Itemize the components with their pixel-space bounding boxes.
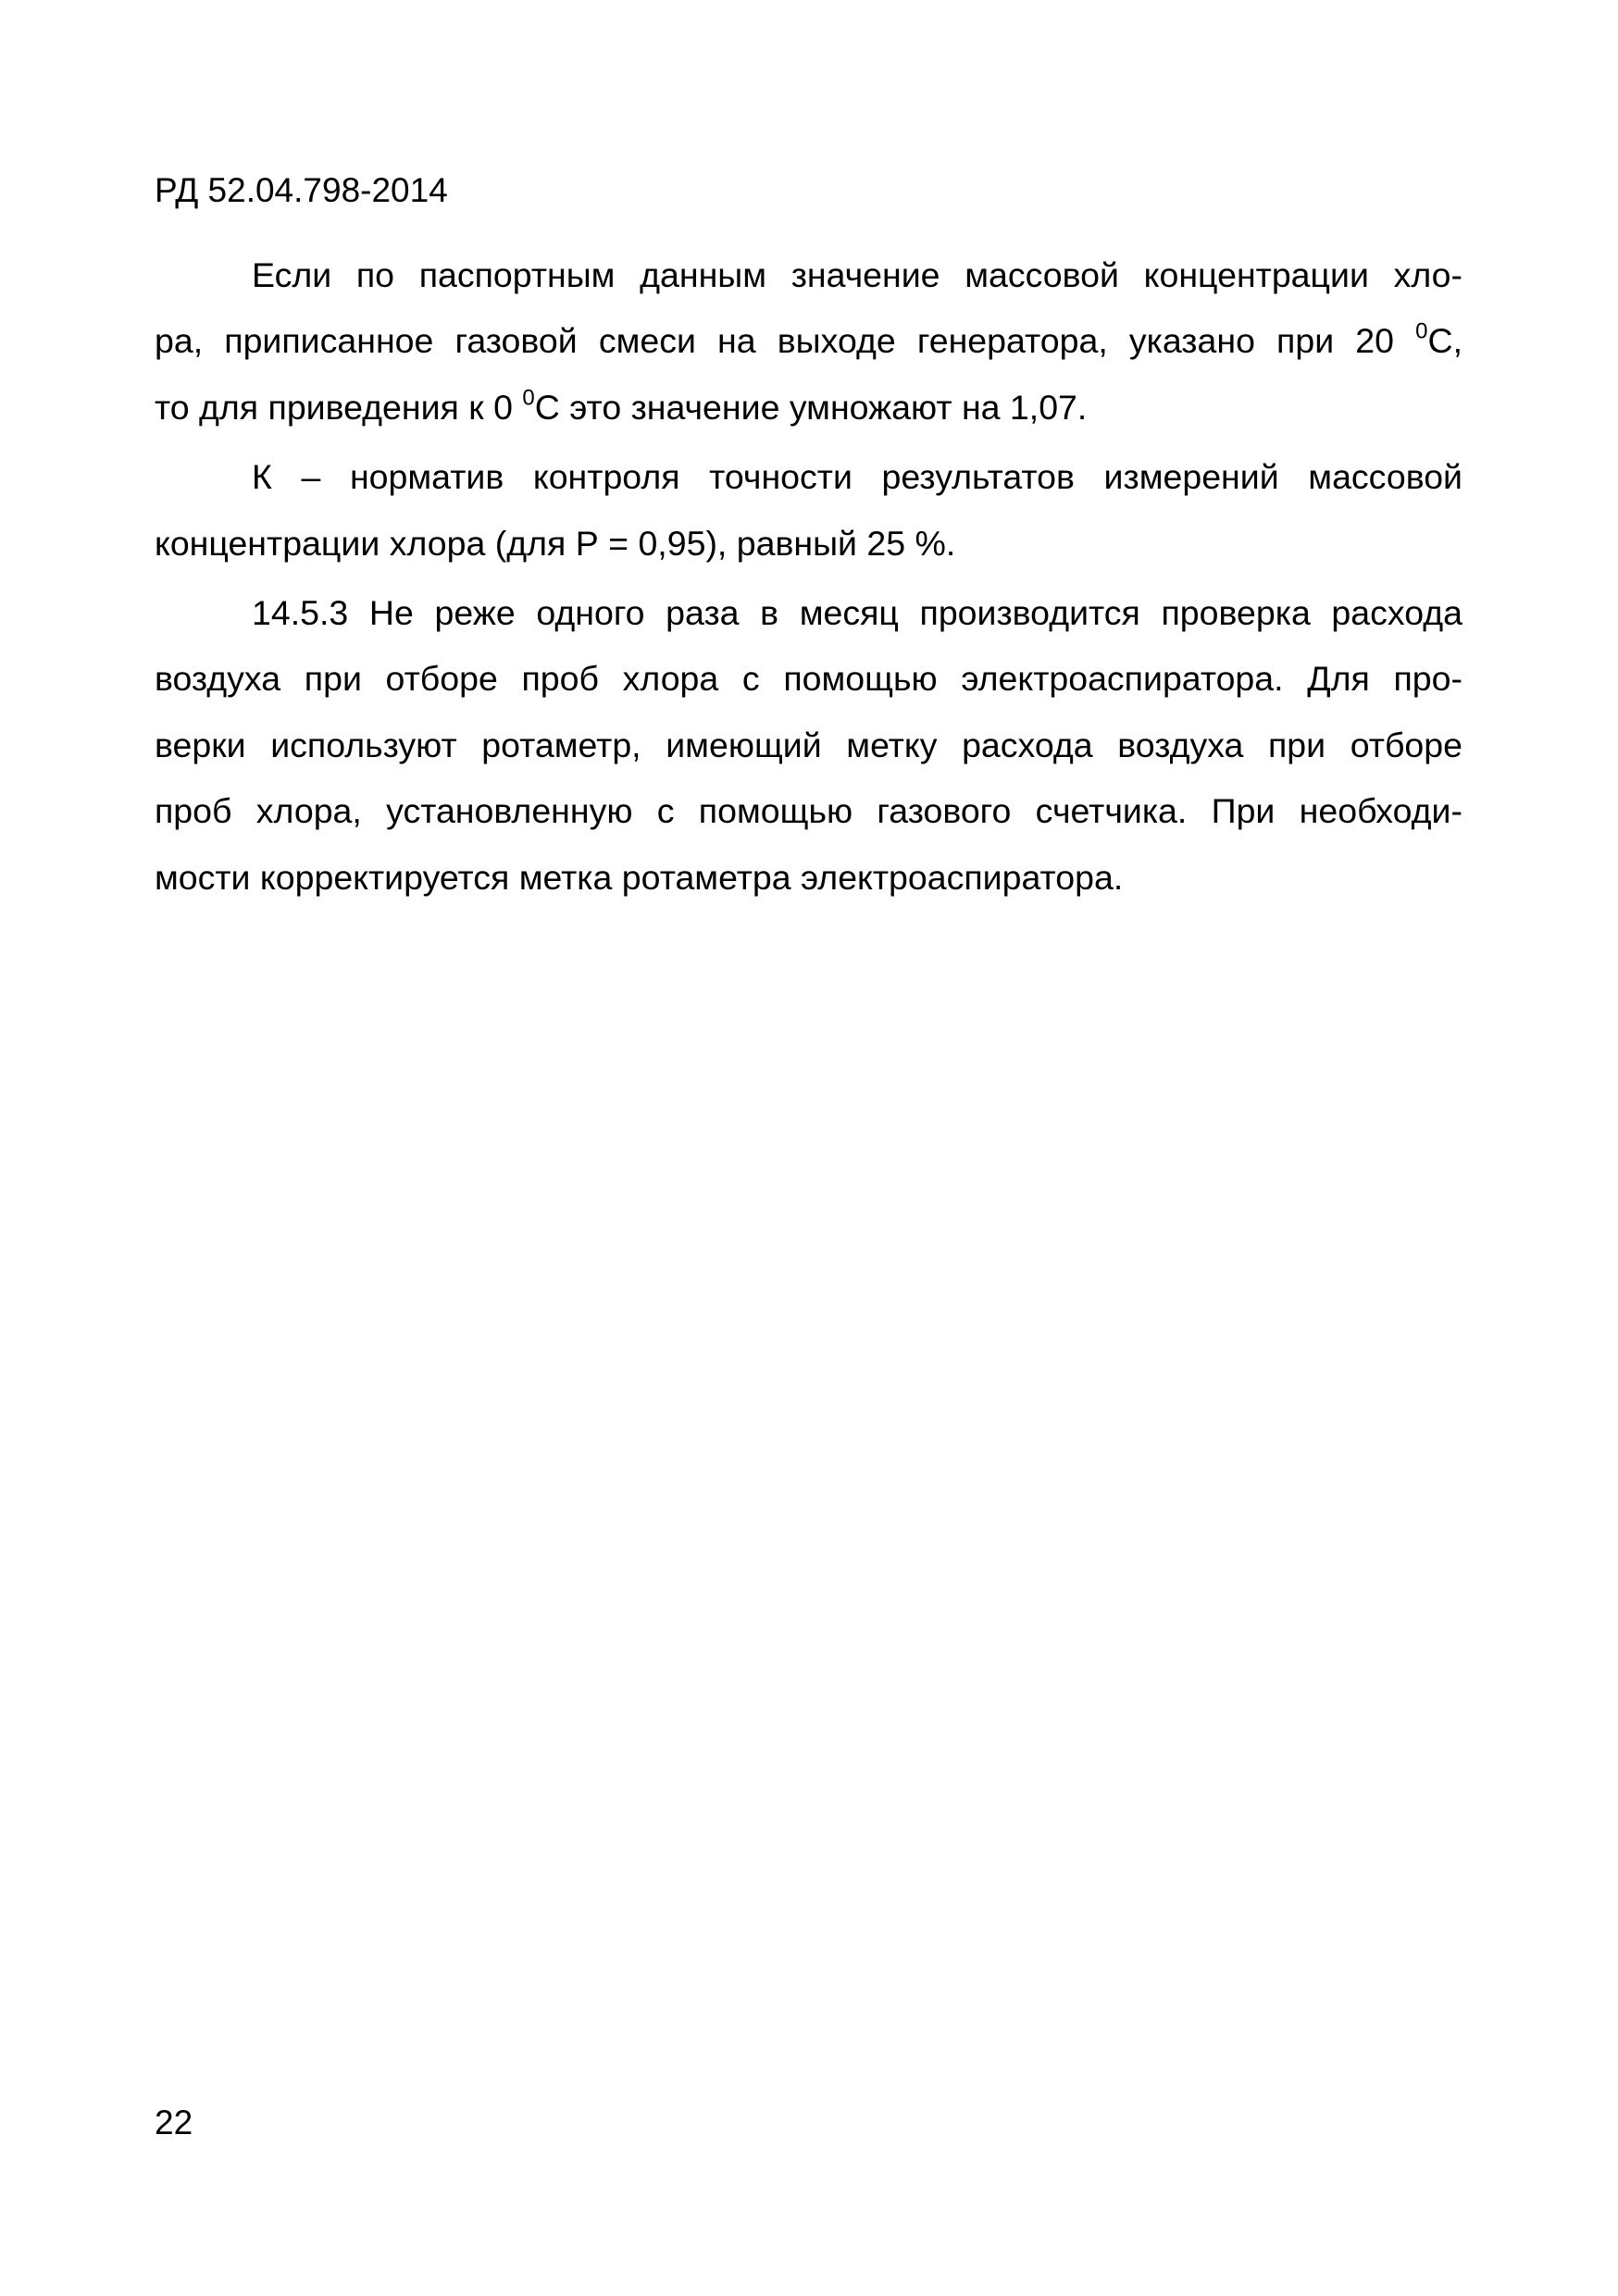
paragraph-3-line-1: 14.5.3 Не реже одного раза в месяц производится проверка расхода <box>252 592 1462 632</box>
paragraph-3-line-2: воздуха при отборе проб хлора с помощью электроаспиратора. Для про- <box>155 659 1462 699</box>
paragraph-1-line-3 <box>155 375 1462 441</box>
degree-superscript: 0 <box>1415 318 1428 344</box>
paragraph-3-line-3: верки используют ротаметр, имеющий метку расхода воздуха при отборе <box>155 725 1462 764</box>
paragraph-2-line-1: К – норматив контроля точности результатов измерений массовой <box>252 457 1462 497</box>
paragraph-2-line-2: концентрации хлора (для Р = 0,95), равный 25 %. <box>155 523 956 563</box>
paragraph-1-line-2 <box>155 308 1462 374</box>
paragraph-1-line-1: Если по паспортным данным значение массовой концентрации хло- <box>252 255 1462 294</box>
body-text <box>155 242 1462 911</box>
paragraph-3-line-4: проб хлора, установленную с помощью газового счетчика. При необходи- <box>155 791 1462 831</box>
document-code-header: РД 52.04.798-2014 <box>155 171 448 209</box>
paragraph-3-line-5: мости корректируется метка ротаметра электроаспиратора. <box>155 857 1124 897</box>
paragraph-1-line-3-rest: С это значение умножают на 1,07. <box>534 387 1088 427</box>
paragraph-1-line-2-text: ра, приписанное газовой смеси на выходе генератора, указано при 20 <box>155 321 1395 361</box>
page-number: 22 <box>155 2104 193 2141</box>
paragraph-1-line-2-unit: С, <box>1427 321 1463 361</box>
degree-superscript: 0 <box>522 385 535 411</box>
paragraph-1-line-3-text: то для приведения к 0 <box>155 387 513 427</box>
